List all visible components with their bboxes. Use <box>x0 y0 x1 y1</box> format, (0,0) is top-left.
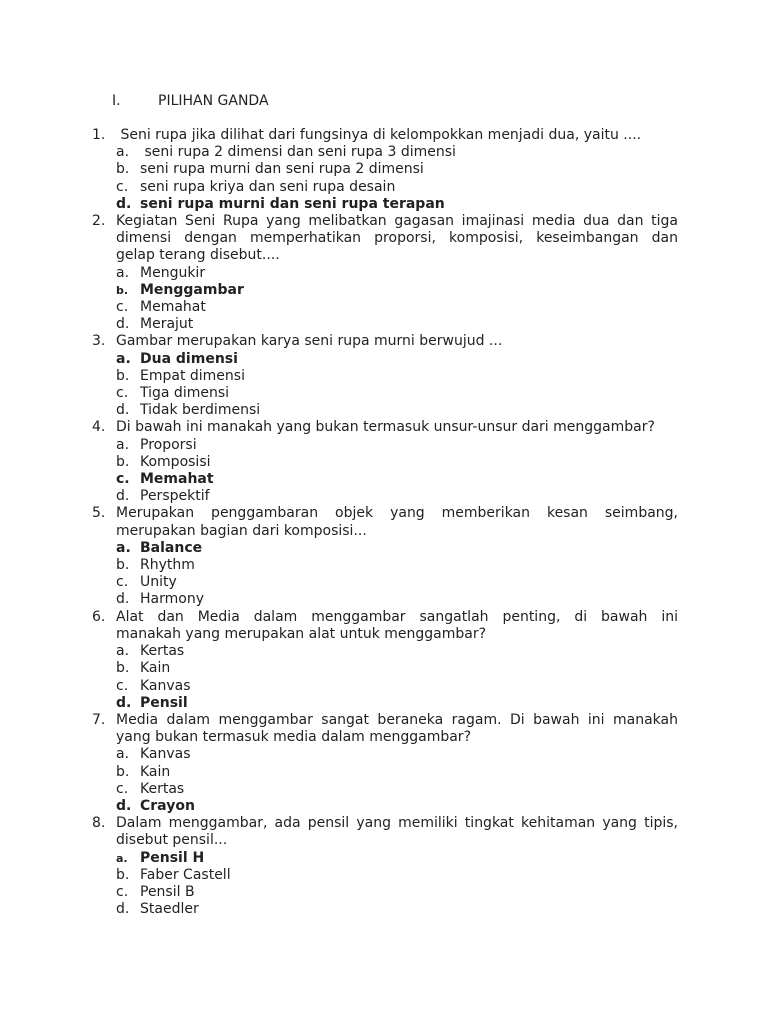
option-a-correct <box>92 351 678 368</box>
option-letter: d. <box>116 195 132 212</box>
option-letter: a. <box>116 350 131 367</box>
option-c <box>92 179 678 196</box>
option-text: Staedler <box>140 901 199 918</box>
option-text: Kain <box>140 660 171 677</box>
option-text: Kanvas <box>140 677 191 694</box>
option-d <box>92 402 678 419</box>
option-d <box>92 488 678 505</box>
option-a-correct <box>92 850 678 867</box>
option-text: Pensil H <box>140 849 205 866</box>
option-text: Kertas <box>140 643 185 660</box>
option-a <box>92 265 678 282</box>
option-b <box>92 764 678 781</box>
option-b-correct <box>92 282 678 299</box>
option-c <box>92 781 678 798</box>
option-letter: d. <box>116 591 130 608</box>
option-letter: b. <box>116 283 129 297</box>
option-letter: d. <box>116 694 132 711</box>
option-text: Unity <box>140 574 177 591</box>
question-text-line: gelap terang disebut.... <box>116 247 280 264</box>
option-letter: a. <box>116 746 130 763</box>
option-text: Pensil <box>140 694 188 711</box>
option-letter: c. <box>116 677 129 694</box>
option-letter: b. <box>116 367 130 384</box>
option-b <box>92 368 678 385</box>
question-text: Di bawah ini manakah yang bukan termasuk unsur-unsur dari menggambar? <box>116 419 655 436</box>
option-text: Proporsi <box>140 436 197 453</box>
option-letter: c. <box>116 299 129 316</box>
question-text: Seni rupa jika dilihat dari fungsinya di kelompokkan menjadi dua, yaitu .... <box>116 127 642 143</box>
option-letter: c. <box>116 385 129 402</box>
option-letter: d. <box>116 901 130 918</box>
option-a <box>92 746 678 763</box>
question-text-line: merupakan bagian dari komposisi... <box>116 522 367 539</box>
option-text: Kertas <box>140 780 185 797</box>
option-d-correct <box>92 695 678 712</box>
question-number: 4. <box>92 419 106 436</box>
option-text: Kanvas <box>140 746 191 763</box>
option-letter: d. <box>116 797 132 814</box>
question-text-line: dimensi dengan memperhatikan proporsi, komposisi, keseimbangan dan <box>116 230 678 247</box>
question-text: Gambar merupakan karya seni rupa murni berwujud ... <box>116 333 503 350</box>
option-text: Rhythm <box>140 557 195 574</box>
option-b <box>92 660 678 677</box>
option-c <box>92 299 678 316</box>
option-text: Faber Castell <box>140 866 231 883</box>
option-letter: b. <box>116 557 130 574</box>
option-letter: c. <box>116 471 130 488</box>
option-text: Merajut <box>140 316 194 333</box>
option-text: Harmony <box>140 591 204 608</box>
option-a <box>92 144 678 161</box>
option-d-correct <box>92 196 678 213</box>
option-letter: a. <box>116 851 128 865</box>
option-a <box>92 643 678 660</box>
option-a <box>92 437 678 454</box>
question-text-line: manakah yang merupakan alat untuk menggambar? <box>116 625 487 642</box>
option-c <box>92 574 678 591</box>
question-text-line: disebut pensil... <box>116 832 228 849</box>
question-3 <box>92 333 678 419</box>
option-text: Crayon <box>140 797 195 814</box>
question-6 <box>92 609 678 712</box>
option-letter: d. <box>116 402 130 419</box>
option-text: Memahat <box>140 471 214 488</box>
option-text: Perspektif <box>140 488 210 505</box>
question-text-line: Alat dan Media dalam menggambar sangatlah penting, di bawah ini <box>116 608 678 625</box>
question-text <box>116 609 678 643</box>
option-d <box>92 901 678 918</box>
option-letter: c. <box>116 574 129 591</box>
option-text: Empat dimensi <box>140 367 245 384</box>
question-text <box>116 815 678 849</box>
option-letter: c. <box>116 780 129 797</box>
option-text: Komposisi <box>140 453 211 470</box>
option-letter: b. <box>116 161 130 178</box>
option-letter: b. <box>116 660 130 677</box>
question-number: 8. <box>92 815 106 832</box>
option-b <box>92 557 678 574</box>
question-number: 5. <box>92 505 106 522</box>
option-text: Balance <box>140 539 203 556</box>
option-d <box>92 591 678 608</box>
option-letter: b. <box>116 453 130 470</box>
option-c-correct <box>92 471 678 488</box>
question-text <box>116 213 678 265</box>
question-list <box>92 127 678 918</box>
option-letter: d. <box>116 316 130 333</box>
option-text: seni rupa kriya dan seni rupa desain <box>140 178 396 195</box>
option-text: seni rupa 2 dimensi dan seni rupa 3 dimensi <box>140 144 456 161</box>
option-b <box>92 161 678 178</box>
option-letter: c. <box>116 178 129 195</box>
question-text-line: Dalam menggambar, ada pensil yang memiliki tingkat kehitaman yang tipis, <box>116 815 678 832</box>
question-text <box>116 505 678 539</box>
question-2 <box>92 213 678 333</box>
section-number: I. <box>112 93 121 109</box>
question-number: 1. <box>92 127 106 143</box>
option-text: Tidak berdimensi <box>140 402 261 419</box>
question-text-line: Merupakan penggambaran objek yang memberikan kesan seimbang, <box>116 505 678 522</box>
option-d <box>92 316 678 333</box>
question-number: 3. <box>92 333 106 350</box>
option-text: Pensil B <box>140 883 195 900</box>
option-b <box>92 867 678 884</box>
option-a-correct <box>92 540 678 557</box>
option-d-correct <box>92 798 678 815</box>
question-4 <box>92 419 678 505</box>
option-c <box>92 385 678 402</box>
option-c <box>92 678 678 695</box>
option-text: Memahat <box>140 299 206 316</box>
option-text: Menggambar <box>140 281 244 298</box>
option-letter: a. <box>116 264 130 281</box>
option-b <box>92 454 678 471</box>
option-letter: a. <box>116 643 130 660</box>
question-text-line: Media dalam menggambar sangat beraneka ragam. Di bawah ini manakah <box>116 711 678 728</box>
question-8 <box>92 815 678 918</box>
option-letter: b. <box>116 763 130 780</box>
question-7 <box>92 712 678 815</box>
option-text: Kain <box>140 763 171 780</box>
option-text: Tiga dimensi <box>140 385 230 402</box>
option-text: Dua dimensi <box>140 350 238 367</box>
option-text: seni rupa murni dan seni rupa terapan <box>140 195 445 212</box>
option-c <box>92 884 678 901</box>
option-letter: c. <box>116 883 129 900</box>
option-text: seni rupa murni dan seni rupa 2 dimensi <box>140 161 424 178</box>
question-number: 6. <box>92 608 106 625</box>
question-text <box>116 712 678 746</box>
option-letter: a. <box>116 436 130 453</box>
option-letter: b. <box>116 866 130 883</box>
option-letter: d. <box>116 488 130 505</box>
option-letter: a. <box>116 144 130 161</box>
section-title: PILIHAN GANDA <box>158 93 269 109</box>
question-number: 2. <box>92 213 106 230</box>
question-1 <box>92 127 678 213</box>
question-5 <box>92 505 678 608</box>
question-text-line: Kegiatan Seni Rupa yang melibatkan gagasan imajinasi media dua dan tiga <box>116 213 678 230</box>
option-letter: a. <box>116 539 131 556</box>
option-text: Mengukir <box>140 264 206 281</box>
question-text-line: yang bukan termasuk media dalam menggambar? <box>116 729 471 746</box>
question-number: 7. <box>92 711 106 728</box>
section-heading <box>112 92 269 110</box>
